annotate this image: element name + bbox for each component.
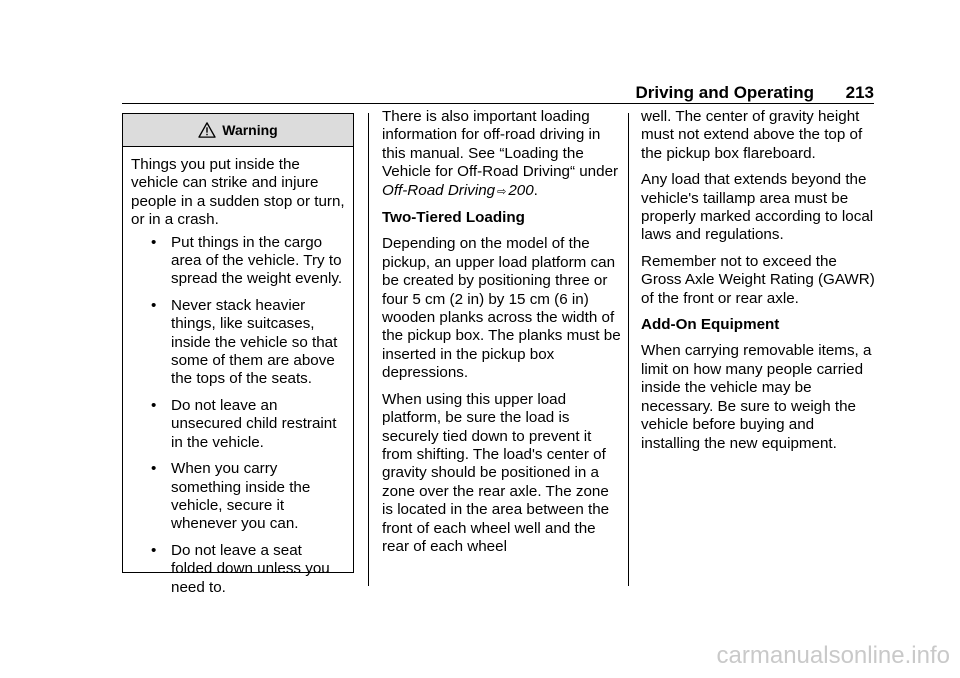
body-paragraph: Any load that extends beyond the vehicle's taillamp area must be properly marked according to local laws and regulations. [641, 171, 874, 244]
column-middle [382, 108, 622, 564]
warning-box [122, 113, 354, 596]
bullet-marker: • [151, 460, 157, 478]
bullet-text: Do not leave a seat folded down unless you need to. [171, 541, 330, 596]
header-rule [122, 103, 874, 104]
section-heading: Add-On Equipment [641, 316, 780, 334]
column-divider [628, 113, 629, 586]
section-title: Driving and Operating [635, 83, 814, 102]
bullet-text: Never stack heavier things, like suitcases, inside the vehicle so that some of them are above the tops of the seats. [171, 296, 338, 388]
bullet-marker: • [151, 541, 157, 559]
warning-bullet [131, 297, 347, 389]
warning-bullet [131, 397, 347, 452]
page-number: 213 [845, 83, 874, 102]
body-paragraph: Remember not to exceed the Gross Axle Weight Rating (GAWR) of the front or rear axle. [641, 252, 875, 307]
column-right [641, 108, 877, 461]
bullet-text: When you carry something inside the vehicle, secure it whenever you can. [171, 460, 311, 533]
body-paragraph: When carrying removable items, a limit on how many people carried inside the vehicle may be necessary. Be sure to weigh the vehicle before buying and installing the new equipment. [641, 342, 872, 452]
column-divider [368, 113, 369, 586]
bullet-marker: • [151, 233, 157, 251]
cross-reference-link[interactable]: Off-Road Driving [382, 181, 496, 199]
warning-bullet [131, 542, 347, 597]
warning-bullet-list [131, 234, 347, 597]
section-heading: Two-Tiered Loading [382, 209, 525, 227]
paragraph-text: There is also important loading information for off-road driving in this manual. See “Loading the Vehicle for Off-Road Driving“ under [382, 108, 619, 181]
cross-reference-page[interactable]: 200 [508, 181, 534, 199]
warning-bullet [131, 460, 347, 534]
warning-title: Warning [222, 122, 278, 138]
body-paragraph: When using this upper load platform, be sure the load is securely tied down to prevent it from shifting. The load's center of gravity should be positioned in a zone over the rear axle. The zone is located in the area between the front of each wheel well and the rear of each wheel [382, 390, 610, 555]
bullet-text: Do not leave an unsecured child restraint in the vehicle. [171, 396, 337, 451]
bullet-text: Put things in the cargo area of the vehicle. Try to spread the weight evenly. [171, 233, 343, 288]
loading-info-paragraph [382, 108, 622, 201]
page-header [122, 82, 874, 104]
warning-bullet [131, 234, 347, 289]
bullet-marker: • [151, 296, 157, 314]
warning-body [123, 147, 353, 597]
body-paragraph: Depending on the model of the pickup, an upper load platform can be created by positioning three or four 5 cm (2 in) by 15 cm (6 in) wooden planks across the width of the pickup box. The planks must be inserted in the pickup box depressions. [382, 235, 621, 382]
warning-header [123, 114, 353, 147]
bullet-marker: • [151, 396, 157, 414]
body-paragraph: well. The center of gravity height must not extend above the top of the pickup box flareboard. [641, 108, 863, 162]
watermark: carmanualsonline.info [716, 642, 950, 669]
warning-triangle-icon [198, 122, 216, 138]
page-reference-arrow-icon: ⇨ [497, 185, 507, 198]
paragraph-end: . [533, 181, 538, 199]
warning-intro: Things you put inside the vehicle can strike and injure people in a sudden stop or turn, or in a crash. [131, 156, 345, 229]
